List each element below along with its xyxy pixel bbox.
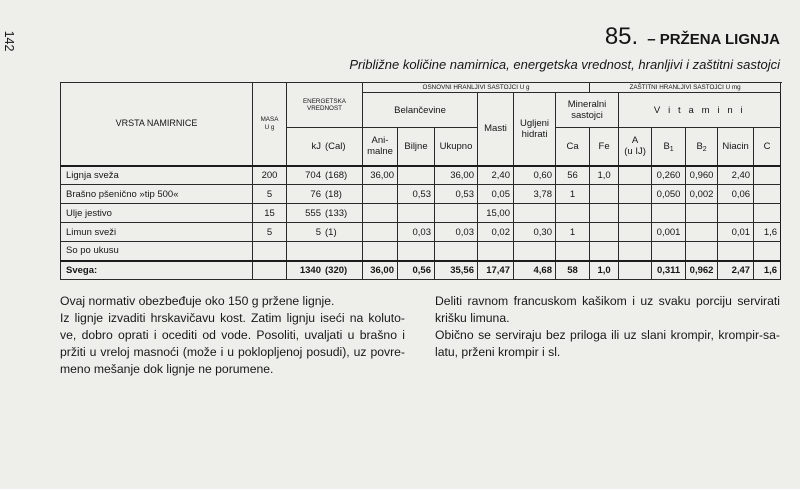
mass-cell: 200 xyxy=(253,166,287,185)
vitamin-c-cell: 1,6 xyxy=(754,261,781,280)
vitamin-b2-cell: 0,002 xyxy=(686,185,718,204)
niacin-cell xyxy=(718,204,754,223)
vitamin-b2-cell xyxy=(686,242,718,261)
calcium-cell: 58 xyxy=(556,261,590,280)
vitamins-header: V i t a m i n i xyxy=(619,93,781,128)
niacin-cell xyxy=(718,242,754,261)
vitamin-a-cell xyxy=(619,204,652,223)
mass-cell: 15 xyxy=(253,204,287,223)
carbohydrates-header-line2: hidrati xyxy=(521,128,548,140)
energy-kj-value: 1340 xyxy=(299,264,321,276)
proteins-header: Belančevine xyxy=(363,93,478,128)
vitamin-a-cell xyxy=(619,166,652,185)
protective-nutrients-group-header: ZAŠTITNI HRANLJIVI SASTOJCI U mg xyxy=(590,83,781,93)
kj-unit-label: kJ xyxy=(311,140,321,152)
fats-header: Masti xyxy=(478,93,514,166)
item-name-cell: Brašno pšenično »tip 500« xyxy=(61,185,253,204)
fats-cell: 2,40 xyxy=(478,166,514,185)
energy-cell xyxy=(287,166,363,185)
animal-protein-cell xyxy=(363,242,398,261)
vitamin-b1-subscript: 1 xyxy=(669,145,674,153)
plant-protein-cell xyxy=(398,166,435,185)
animal-protein-cell xyxy=(363,204,398,223)
plant-protein-cell xyxy=(398,242,435,261)
vitamin-a-cell xyxy=(619,185,652,204)
animal-protein-cell: 36,00 xyxy=(363,166,398,185)
vitamin-b2-cell xyxy=(686,223,718,242)
iron-cell xyxy=(590,185,619,204)
page-number: 142 xyxy=(2,30,16,52)
table-row xyxy=(61,242,781,261)
iron-cell xyxy=(590,204,619,223)
vitamin-b2-cell xyxy=(686,204,718,223)
iron-cell xyxy=(590,242,619,261)
carbohydrates-cell xyxy=(514,242,556,261)
calcium-cell xyxy=(556,204,590,223)
vitamin-c-header: C xyxy=(754,128,781,166)
item-column-header: VRSTA NAMIRNICE xyxy=(61,83,253,166)
vitamin-a-cell xyxy=(619,261,652,280)
carbohydrates-header-line1: Ugljeni xyxy=(519,117,550,129)
plant-protein-header: Biljne xyxy=(398,128,435,166)
item-name-cell: Limun sveži xyxy=(61,223,253,242)
vitamin-b1-cell xyxy=(652,204,686,223)
fats-cell: 17,47 xyxy=(478,261,514,280)
table-row xyxy=(61,223,781,242)
energy-header-line1: ENERGETSKA xyxy=(302,97,347,105)
mass-cell xyxy=(253,242,287,261)
vitamin-b1-header xyxy=(652,128,686,166)
niacin-cell: 2,47 xyxy=(718,261,754,280)
minerals-header-line2: sastojci xyxy=(571,110,603,121)
energy-cal-value: (133) xyxy=(325,207,348,219)
instruction-line: krišku limuna. xyxy=(435,311,510,325)
carbohydrates-cell: 3,78 xyxy=(514,185,556,204)
mass-header-line1: MASA xyxy=(260,116,279,124)
energy-column-header xyxy=(287,83,363,128)
animal-protein-header xyxy=(363,128,398,166)
vitamin-c-cell xyxy=(754,204,781,223)
instruction-line: Obično se serviraju bez priloga ili uz slani krompir, krompir-sa- xyxy=(435,328,780,342)
carbohydrates-cell xyxy=(514,204,556,223)
item-name-cell: Ulje jestivo xyxy=(61,204,253,223)
niacin-cell: 0,01 xyxy=(718,223,754,242)
total-protein-header: Ukupno xyxy=(435,128,478,166)
item-name-cell: Lignja sveža xyxy=(61,166,253,185)
table-row xyxy=(61,204,781,223)
energy-kj-value: 5 xyxy=(315,226,321,238)
vitamin-b1-cell xyxy=(652,242,686,261)
table-header xyxy=(61,83,781,166)
carbohydrates-cell: 4,68 xyxy=(514,261,556,280)
plant-protein-cell: 0,56 xyxy=(398,261,435,280)
vitamin-b2-cell: 0,962 xyxy=(686,261,718,280)
animal-protein-cell: 36,00 xyxy=(363,261,398,280)
iron-cell xyxy=(590,223,619,242)
total-protein-cell: 0,03 xyxy=(435,223,478,242)
vitamin-a-header-line1: A xyxy=(631,135,639,147)
vitamin-c-cell xyxy=(754,166,781,185)
header-row-groups xyxy=(61,83,781,93)
niacin-cell: 0,06 xyxy=(718,185,754,204)
minerals-header-line1: Mineralni xyxy=(567,99,607,110)
mass-column-header xyxy=(253,83,287,166)
recipe-title: – PRŽENA LIGNJA xyxy=(647,31,780,48)
energy-cell xyxy=(287,242,363,261)
total-protein-cell: 0,53 xyxy=(435,185,478,204)
recipe-heading xyxy=(605,23,780,51)
niacin-cell: 2,40 xyxy=(718,166,754,185)
vitamin-c-cell xyxy=(754,242,781,261)
carbohydrates-header xyxy=(514,93,556,166)
calcium-header: Ca xyxy=(556,128,590,166)
niacin-header: Niacin xyxy=(718,128,754,166)
vitamin-b1-cell: 0,260 xyxy=(652,166,686,185)
vitamin-b1-cell: 0,050 xyxy=(652,185,686,204)
nutrition-table xyxy=(60,82,781,280)
vitamin-b2-header xyxy=(686,128,718,166)
energy-header-line2: VREDNOST xyxy=(307,105,342,112)
mass-cell xyxy=(253,261,287,280)
calcium-cell: 1 xyxy=(556,223,590,242)
vitamin-c-cell xyxy=(754,185,781,204)
energy-cell xyxy=(287,223,363,242)
iron-cell: 1,0 xyxy=(590,166,619,185)
energy-kj-value: 555 xyxy=(305,207,321,219)
plant-protein-cell: 0,03 xyxy=(398,223,435,242)
energy-kj-value: 704 xyxy=(305,169,321,181)
total-protein-cell xyxy=(435,242,478,261)
instruction-line: meno mešanje dok lignje ne porumene. xyxy=(60,362,274,376)
fats-cell: 0,05 xyxy=(478,185,514,204)
vitamin-b1-letter: B xyxy=(663,140,670,152)
instructions-right-column xyxy=(435,293,780,361)
calcium-cell xyxy=(556,242,590,261)
cal-unit-label: (Cal) xyxy=(325,140,346,152)
instructions-left-column xyxy=(60,293,405,378)
vitamin-b2-cell: 0,960 xyxy=(686,166,718,185)
basic-nutrients-group-header: OSNOVNI HRANLJIVI SASTOJCI U g xyxy=(363,83,590,93)
item-name-cell: Svega: xyxy=(61,261,253,280)
total-protein-cell: 35,56 xyxy=(435,261,478,280)
plant-protein-cell: 0,53 xyxy=(398,185,435,204)
recipe-number: 85. xyxy=(604,23,639,50)
carbohydrates-cell: 0,60 xyxy=(514,166,556,185)
carbohydrates-cell: 0,30 xyxy=(514,223,556,242)
energy-cal-value: (18) xyxy=(325,188,342,200)
vitamin-b1-cell: 0,311 xyxy=(652,261,686,280)
instruction-line: pržiti u vreloj masnoći (može i u poklopljenoj posudi), uz povre- xyxy=(60,345,405,359)
vitamin-a-cell xyxy=(619,242,652,261)
fats-cell xyxy=(478,242,514,261)
animal-protein-header-line1: Ani- xyxy=(371,135,389,147)
vitamin-b1-cell: 0,001 xyxy=(652,223,686,242)
vitamin-b2-subscript: 2 xyxy=(702,145,707,153)
vitamin-c-cell: 1,6 xyxy=(754,223,781,242)
instruction-line: Ovaj normativ obezbeđuje oko 150 g pržene lignje. xyxy=(60,294,335,308)
iron-cell: 1,0 xyxy=(590,261,619,280)
mass-header-line2: U g xyxy=(264,123,275,131)
iron-header: Fe xyxy=(590,128,619,166)
table-row xyxy=(61,185,781,204)
calcium-cell: 1 xyxy=(556,185,590,204)
vitamin-a-header xyxy=(619,128,652,166)
fats-cell: 0,02 xyxy=(478,223,514,242)
fats-cell: 15,00 xyxy=(478,204,514,223)
total-protein-cell xyxy=(435,204,478,223)
instruction-line: Iz lignje izvaditi hrskavičavu kost. Zatim lignju iseći na koluto- xyxy=(60,311,405,325)
table-subtitle: Približne količine namirnica, energetska vrednost, hranljivi i zaštitni sastojci xyxy=(349,57,780,72)
mass-cell: 5 xyxy=(253,185,287,204)
instruction-line: Deliti ravnom francuskom kašikom i uz svaku porciju servirati xyxy=(435,294,780,308)
energy-cal-value: (1) xyxy=(325,226,337,238)
total-protein-cell: 36,00 xyxy=(435,166,478,185)
energy-unit-header xyxy=(287,128,363,166)
table-row xyxy=(61,166,781,185)
energy-cell xyxy=(287,185,363,204)
total-row xyxy=(61,261,781,280)
energy-cell xyxy=(287,261,363,280)
energy-cal-value: (168) xyxy=(325,169,348,181)
plant-protein-cell xyxy=(398,204,435,223)
energy-cal-value: (320) xyxy=(325,264,348,276)
vitamin-a-header-line2: (u IJ) xyxy=(624,146,646,158)
energy-kj-value: 76 xyxy=(310,188,321,200)
animal-protein-header-line2: malne xyxy=(367,146,393,158)
animal-protein-cell xyxy=(363,185,398,204)
energy-cell xyxy=(287,204,363,223)
vitamin-b2-letter: B xyxy=(696,140,703,152)
calcium-cell: 56 xyxy=(556,166,590,185)
vitamin-a-cell xyxy=(619,223,652,242)
instruction-line: latu, prženi krompir i sl. xyxy=(435,345,561,359)
animal-protein-cell xyxy=(363,223,398,242)
instruction-line: ve, dobro oprati i ocediti od vode. Posoliti, uvaljati u brašno i xyxy=(60,328,405,342)
minerals-header xyxy=(556,93,619,128)
mass-cell: 5 xyxy=(253,223,287,242)
item-name-cell: So po ukusu xyxy=(61,242,253,261)
table-body xyxy=(61,166,781,280)
